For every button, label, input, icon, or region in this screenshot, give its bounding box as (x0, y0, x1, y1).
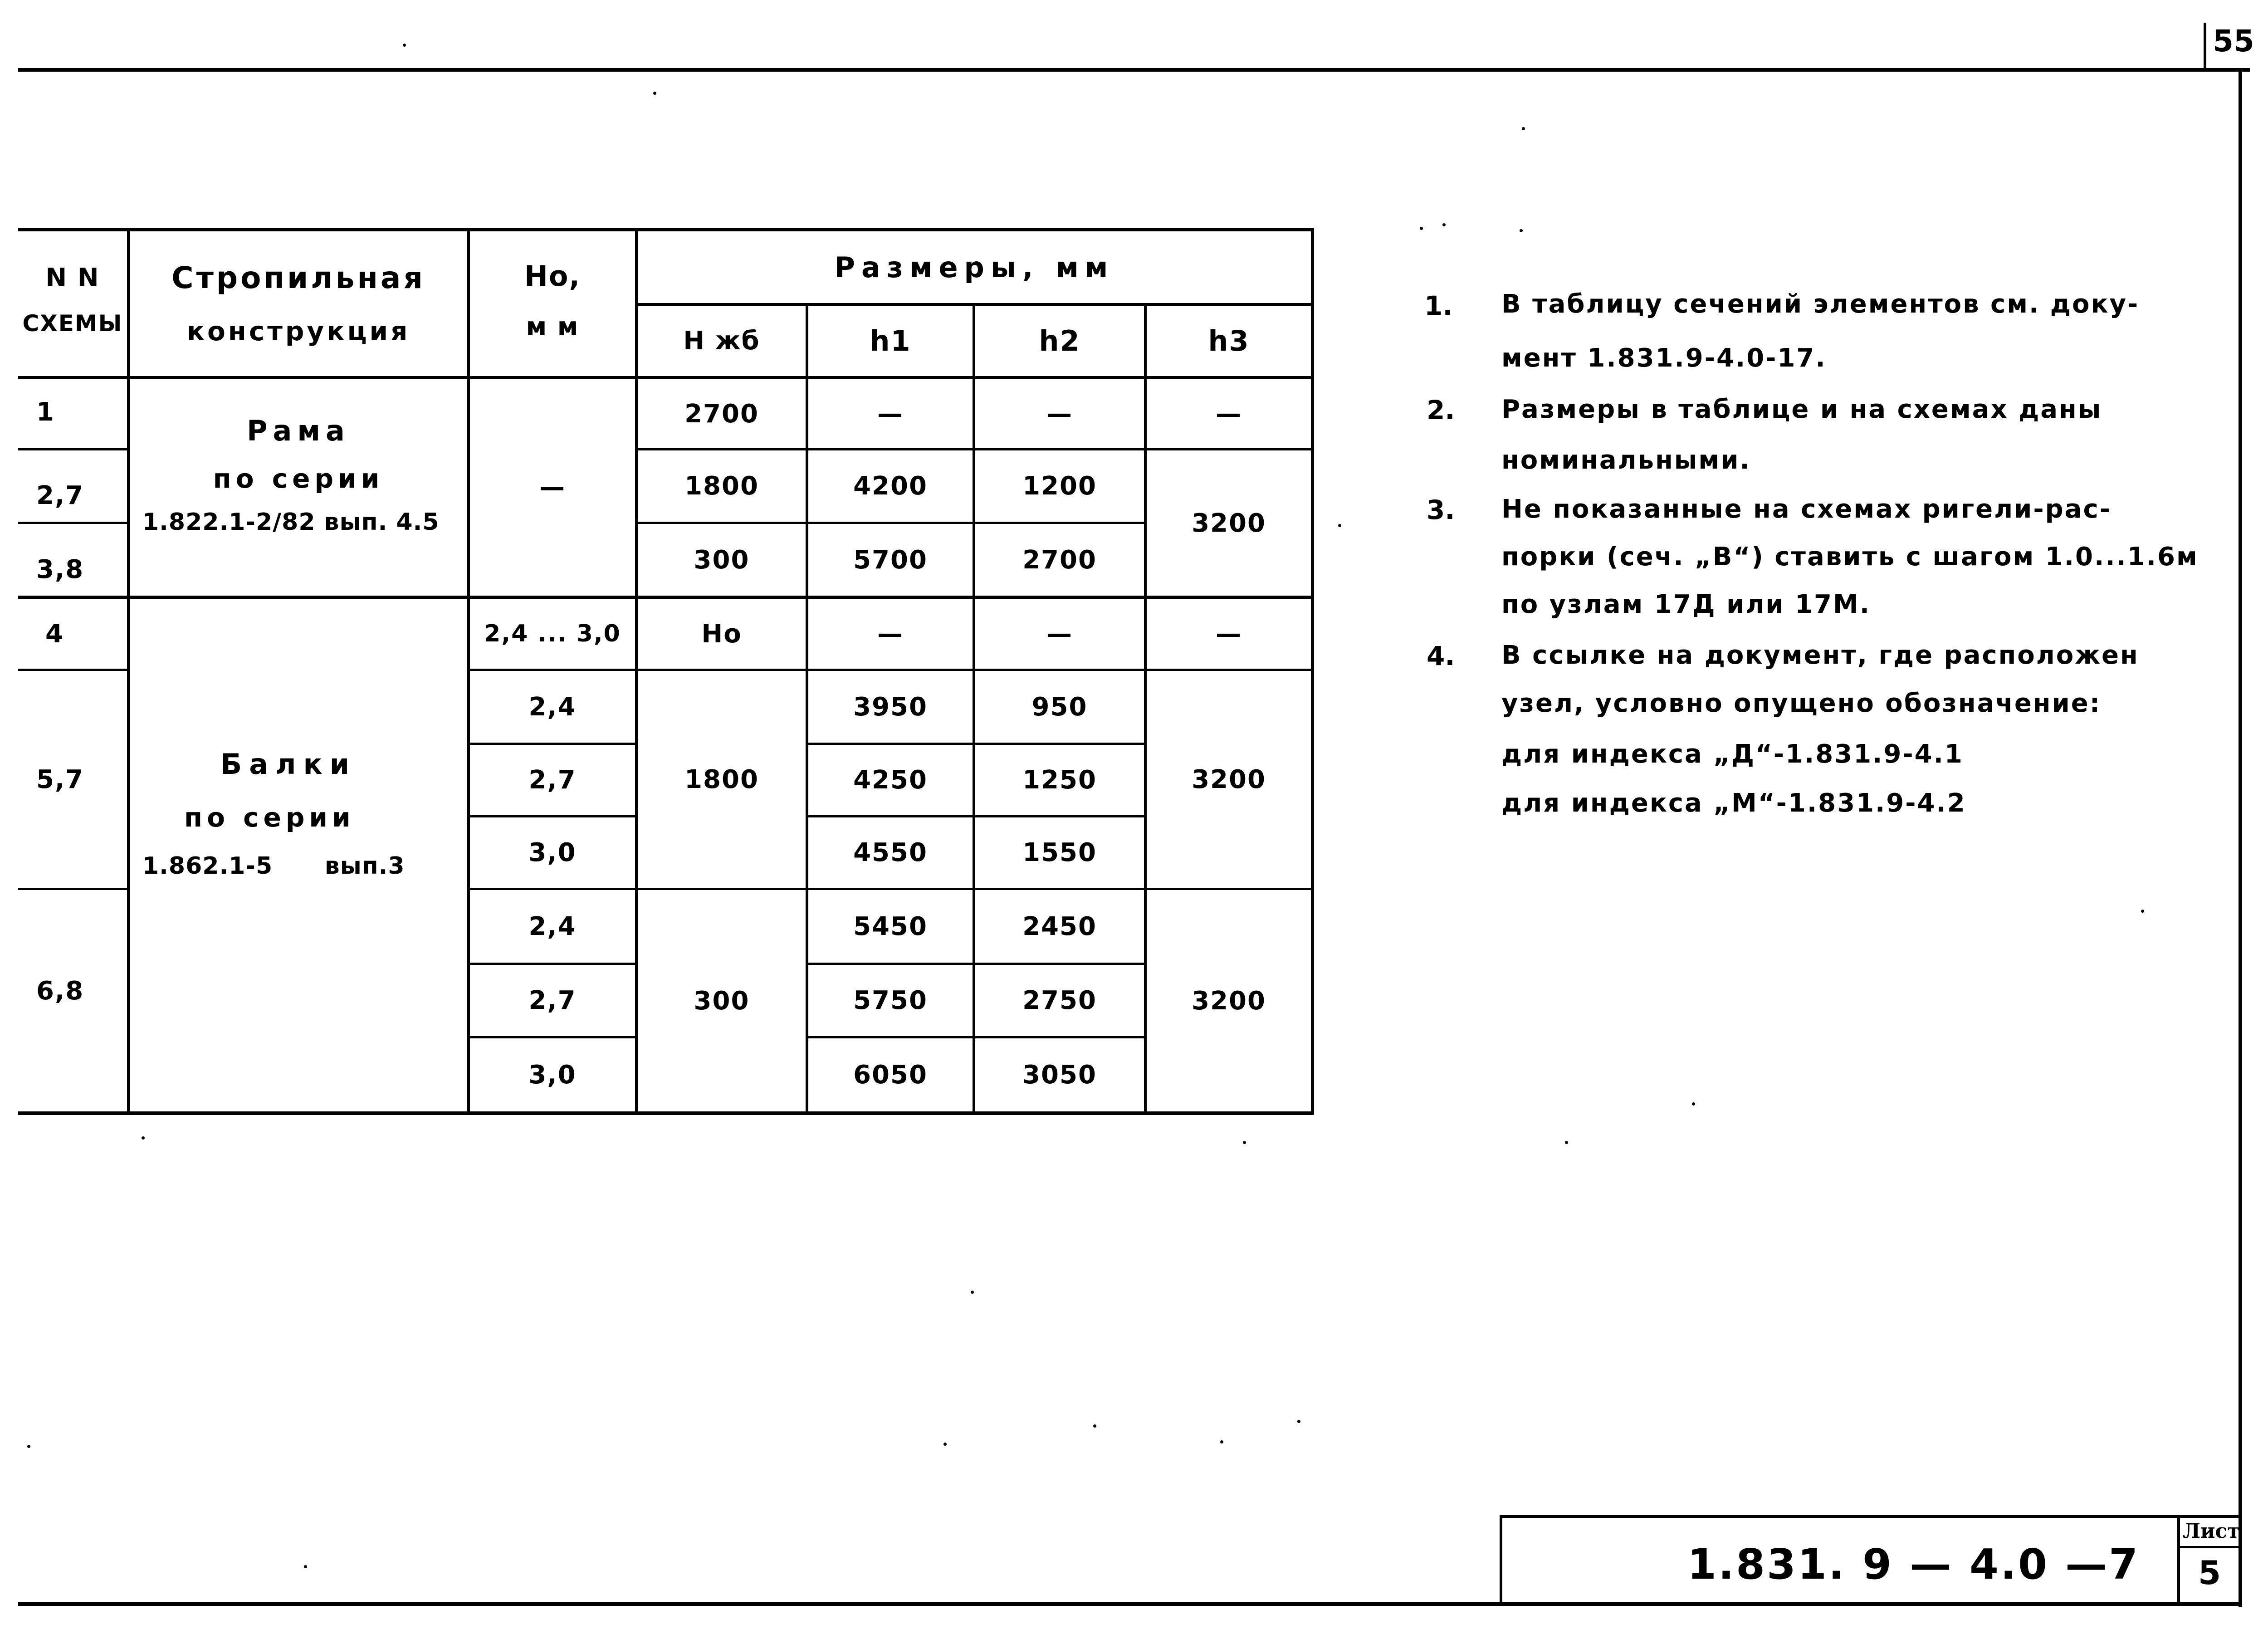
note-line: Размеры в таблице и на схемах даны (1501, 395, 2102, 424)
ho-cell: 2,7 (528, 765, 577, 795)
scan-speck (943, 1443, 947, 1446)
scan-speck (1093, 1424, 1096, 1428)
stamp-left-line (1500, 1515, 1502, 1604)
h-zhb-cell: 300 (694, 545, 750, 575)
header-h3: h3 (1208, 324, 1250, 357)
h2-cell: — (1046, 619, 1073, 649)
table-rule (1311, 228, 1314, 1114)
h2-cell: — (1046, 399, 1073, 429)
h1-cell: 6050 (853, 1060, 928, 1090)
construction-rama-cell (130, 379, 467, 596)
construction-balki-title: Балки (220, 748, 357, 781)
h1-cell: 5450 (853, 911, 928, 941)
h2-cell: 2700 (1022, 545, 1097, 575)
header-construction (130, 231, 467, 377)
note-number: 4. (1427, 641, 1455, 671)
scan-speck (971, 1291, 974, 1294)
scan-speck (1220, 1440, 1223, 1443)
ho-cell: 2,4 (528, 692, 577, 722)
header-ho-line2: м м (526, 312, 579, 342)
note-number: 3. (1427, 494, 1455, 525)
header-h1: h1 (870, 324, 911, 357)
scan-speck (403, 44, 406, 47)
ho-cell: 3,0 (528, 838, 577, 867)
scan-speck (304, 1565, 307, 1568)
header-ho-line1: Но, (524, 259, 581, 293)
table-rule (18, 376, 1314, 379)
page-number-divider (2204, 23, 2206, 70)
scan-speck (1297, 1420, 1300, 1423)
note-number: 1. (1424, 290, 1453, 321)
header-scheme-number (18, 231, 127, 377)
note-line: узел, условно опущено обозначение: (1501, 689, 2102, 718)
note-line: для индекса „Д“-1.831.9-4.1 (1501, 739, 1964, 769)
scheme-number-cell: 3,8 (36, 555, 84, 584)
ho-cell: 2,7 (528, 986, 577, 1015)
h3-cell: 3200 (1192, 986, 1266, 1016)
h3-cell: 3200 (1192, 508, 1266, 538)
h-zhb-cell: 1800 (684, 471, 759, 501)
scheme-number-cell: 1 (36, 397, 55, 427)
h2-cell: 2450 (1022, 911, 1097, 941)
table-rule (18, 596, 1314, 599)
table-rule (18, 1111, 1314, 1115)
scheme-number-cell: 4 (45, 619, 64, 649)
h2-cell: 1250 (1022, 765, 1097, 795)
h1-cell: — (877, 619, 904, 649)
scan-speck (1243, 1141, 1246, 1144)
h1-cell: 3950 (853, 692, 928, 722)
h2-cell: 3050 (1022, 1060, 1097, 1090)
sheet-label: Лист (2183, 1520, 2240, 1543)
scan-speck (1522, 127, 1525, 130)
h-zhb-cell: 300 (694, 986, 750, 1016)
note-line: Не показанные на схемах ригели-рас- (1501, 494, 2112, 524)
scan-speck (27, 1445, 30, 1448)
h-zhb-cell: Но (701, 619, 742, 649)
h-zhb-cell: 2700 (684, 399, 759, 429)
construction-rama-series-label: по серии (213, 463, 384, 494)
h2-cell: 950 (1031, 692, 1088, 722)
construction-balki-series-code: 1.862.1-5 вып.3 (142, 852, 405, 880)
top-border-line (18, 68, 2250, 72)
note-line: В ссылке на документ, где расположен (1501, 641, 2139, 670)
construction-rama-title: Рама (247, 414, 350, 447)
document-code: 1.831. 9 — 4.0 —7 (1687, 1540, 2140, 1589)
header-scheme-number-line1: N N (45, 263, 100, 293)
note-line: мент 1.831.9-4.0-17. (1501, 343, 1827, 373)
header-construction-line1: Стропильная (171, 260, 425, 295)
note-line: В таблицу сечений элементов см. доку- (1501, 289, 2140, 319)
scheme-number-cell: 6,8 (36, 976, 84, 1006)
construction-balki-series-label: по серии (184, 802, 355, 833)
h-zhb-cell: 1800 (684, 764, 759, 794)
header-construction-line2: конструкция (186, 316, 411, 347)
h3-cell: — (1216, 399, 1242, 429)
h1-cell: 4550 (853, 838, 928, 867)
page-number: 55 (2213, 24, 2254, 59)
h2-cell: 1200 (1022, 471, 1097, 501)
note-line: для индекса „М“-1.831.9-4.2 (1501, 788, 1966, 818)
h3-cell: 3200 (1192, 764, 1266, 794)
scheme-number-cell: 2,7 (36, 481, 84, 510)
h1-cell: 5750 (853, 986, 928, 1015)
scan-speck (653, 92, 656, 95)
h2-cell: 2750 (1022, 986, 1097, 1015)
note-line: по узлам 17Д или 17М. (1501, 590, 1871, 619)
bottom-border-line (18, 1602, 2242, 1606)
stamp-sheet-divider (2177, 1515, 2180, 1604)
header-sizes: Размеры, мм (834, 250, 1114, 284)
scan-speck (1338, 524, 1341, 527)
scan-speck (2141, 910, 2144, 913)
h1-cell: 4250 (853, 765, 928, 795)
right-border-line (2239, 68, 2242, 1607)
scan-speck (1420, 227, 1423, 230)
h1-cell: — (877, 399, 904, 429)
h1-cell: 5700 (853, 545, 928, 575)
h1-cell: 4200 (853, 471, 928, 501)
scan-speck (1692, 1102, 1695, 1106)
table-rule (18, 228, 1314, 231)
ho-cell: 2,4 (528, 911, 577, 941)
h2-cell: 1550 (1022, 838, 1097, 867)
stamp-sheet-label-line (2180, 1546, 2239, 1548)
note-number: 2. (1427, 395, 1455, 426)
scan-speck (1565, 1141, 1568, 1144)
note-line: номинальными. (1501, 445, 1751, 475)
scan-speck (1442, 223, 1446, 226)
ho-cell: 3,0 (528, 1060, 577, 1090)
header-h2: h2 (1039, 324, 1080, 357)
construction-rama-series-code: 1.822.1-2/82 вып. 4.5 (142, 509, 440, 536)
scan-speck (142, 1136, 145, 1140)
ho-cell: — (539, 473, 566, 502)
header-scheme-number-line2: СХЕМЫ (22, 310, 123, 337)
header-ho (470, 231, 635, 377)
note-line: порки (сеч. „В“) ставить с шагом 1.0...1.6м (1501, 542, 2199, 572)
ho-cell: 2,4 ... 3,0 (484, 620, 621, 647)
sheet-number: 5 (2198, 1554, 2221, 1592)
scan-speck (1520, 229, 1523, 232)
stamp-top-line (1501, 1515, 2241, 1518)
construction-balki-cell (130, 599, 467, 1111)
h3-cell: — (1216, 619, 1242, 649)
header-h-zhb: Н жб (683, 326, 760, 356)
scheme-number-cell: 5,7 (36, 764, 84, 794)
